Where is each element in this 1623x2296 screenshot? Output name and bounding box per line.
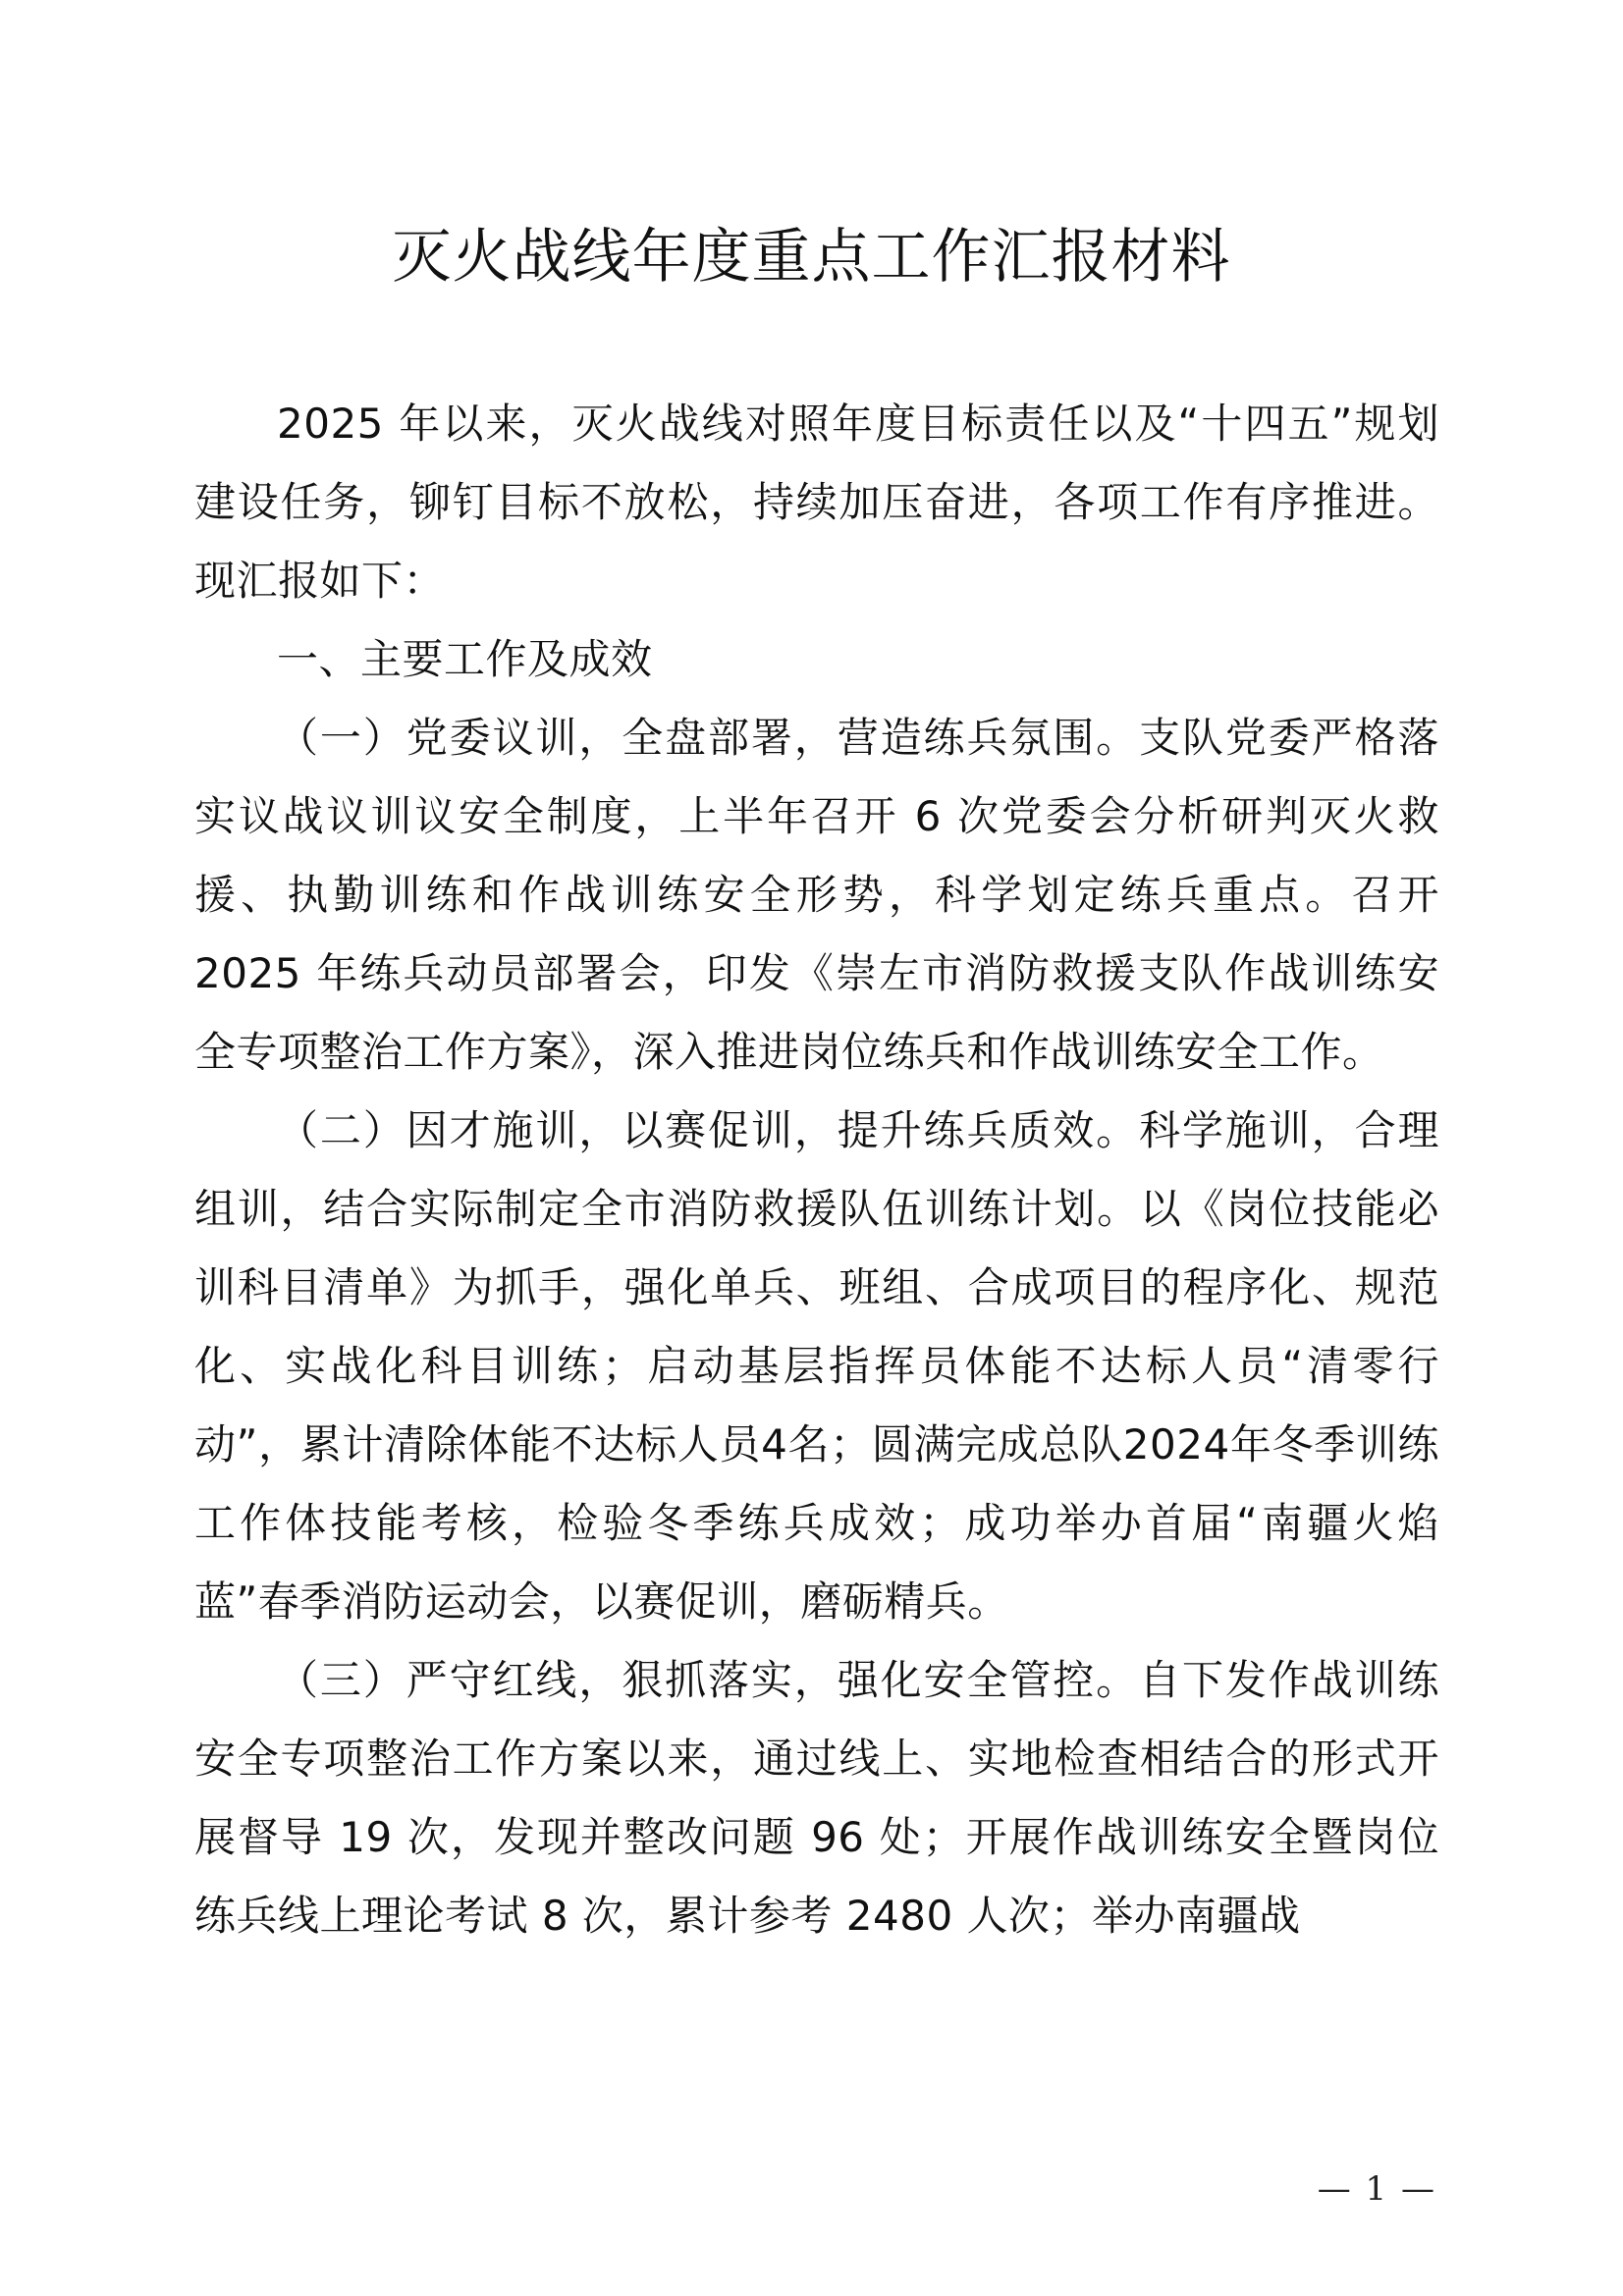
paragraph-2 <box>194 1092 1439 1641</box>
page-number: — 1 — <box>1317 2169 1436 2209</box>
paragraph-1-text: 支队党委严格落实议战议训议安全制度，上半年召开 6 次党委会分析研判灭火救援、执勤训练和作战训练安全形势，科学划定练兵重点。召开 2025 年练兵动员部署会，印发《崇左市消防救援支队作战训练安全专项整治工作方案》，深入推进岗位练兵和作战训练安全工作。 <box>194 714 1439 1076</box>
paragraph-2-lead: （二）因才施训，以赛促训，提升练兵质效。 <box>277 1106 1140 1154</box>
paragraph-3-lead: （三）严守红线，狠抓落实，强化安全管控。 <box>277 1656 1140 1704</box>
document-title: 灭火战线年度重点工作汇报材料 <box>392 223 1231 292</box>
section-heading <box>194 620 1439 699</box>
paragraph-1-lead: （一）党委议训，全盘部署，营造练兵氛围。 <box>277 714 1140 762</box>
document-body <box>194 385 1439 1955</box>
intro-paragraph <box>194 385 1439 620</box>
intro-text: 2025 年以来，灭火战线对照年度目标责任以及“十四五”规划建设任务，铆钉目标不放松，持续加压奋进，各项工作有序推进。现汇报如下： <box>194 400 1439 605</box>
paragraph-1 <box>194 699 1439 1092</box>
paragraph-3-text: 自下发作战训练安全专项整治工作方案以来，通过线上、实地检查相结合的形式开展督导 19 次，发现并整改问题 96 处；开展作战训练安全暨岗位练兵线上理论考试 8 次，累计参考 2480 人次；举办南疆战 <box>194 1656 1439 1940</box>
section-heading-text: 一、主要工作及成效 <box>277 635 653 683</box>
paragraph-3 <box>194 1641 1439 1955</box>
paragraph-2-text: 科学施训，合理组训，结合实际制定全市消防救援队伍训练计划。以《岗位技能必训科目清单》为抓手，强化单兵、班组、合成项目的程序化、规范化、实战化科目训练；启动基层指挥员体能不达标人员“清零行动”，累计清除体能不达标人员4名；圆满完成总队2024年冬季训练工作体技能考核，检验冬季练兵成效；成功举办首届“南疆火焰蓝”春季消防运动会，以赛促训，磨砺精兵。 <box>194 1106 1439 1626</box>
